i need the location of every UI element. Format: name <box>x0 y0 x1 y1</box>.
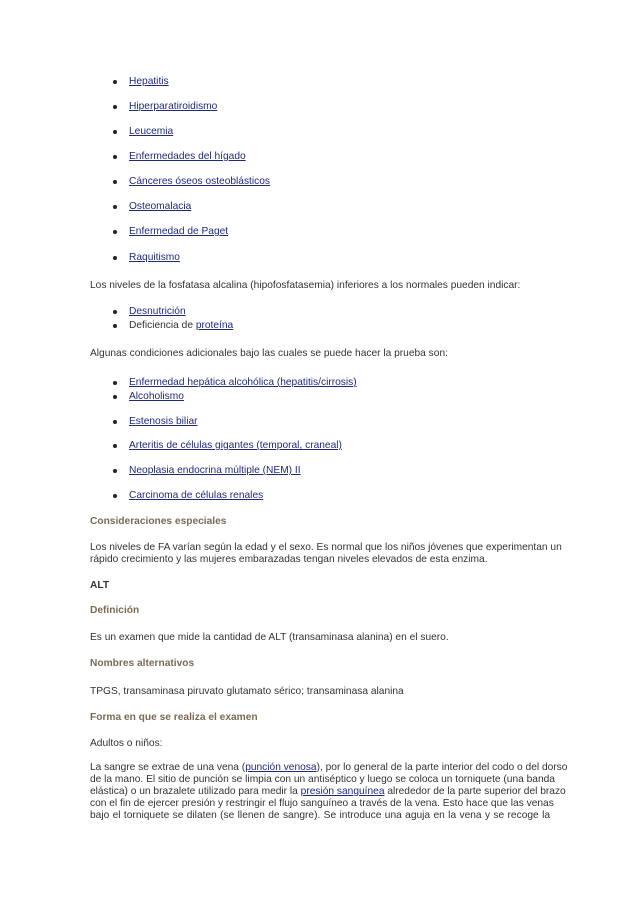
bullet-icon <box>113 230 117 234</box>
blood-pressure-link[interactable]: presión sanguínea <box>300 786 385 797</box>
paragraph-blood-draw <box>90 762 568 822</box>
text-fragment: La sangre se extrae de una vena ( <box>90 762 246 773</box>
list-item-link[interactable]: Hepatitis <box>129 76 169 87</box>
list-item-link[interactable]: Hiperparatiroidismo <box>129 101 218 112</box>
paragraph-definition: Es un examen que mide la cantidad de ALT (transaminasa alanina) en el suero. <box>90 632 449 643</box>
text-fragment: elástica) o un brazalete utilizado para medir la <box>90 786 301 797</box>
text-fragment: alrededor de la parte superior del brazo <box>384 786 566 797</box>
venipuncture-link[interactable]: punción venosa <box>245 762 317 773</box>
paragraph-low-levels: Los niveles de la fosfatasa alcalina (hipofosfatasemia) inferiores a los normales pueden indicar: <box>90 280 521 291</box>
text-line <box>90 786 566 798</box>
bullet-icon <box>113 324 117 328</box>
text-fragment: ), por lo general de la parte interior del codo o del dorso <box>316 762 568 773</box>
bullet-icon <box>113 155 117 159</box>
list-item-link[interactable]: Cánceres óseos osteoblásticos <box>129 176 271 187</box>
paragraph-alternative-names: TPGS, transaminasa piruvato glutamato sérico; transaminasa alanina <box>90 686 404 697</box>
heading-special-considerations: Consideraciones especiales <box>90 516 227 527</box>
list-item-link[interactable]: Enfermedad hepática alcohólica (hepatitis/cirrosis) <box>129 377 357 388</box>
bullet-icon <box>113 205 117 209</box>
bullet-icon <box>113 180 117 184</box>
heading-how-test-performed: Forma en que se realiza el examen <box>90 712 258 723</box>
list-item-link[interactable]: Raquitismo <box>129 252 180 263</box>
bullet-icon <box>113 256 117 260</box>
bullet-icon <box>113 494 117 498</box>
bullet-icon <box>113 395 117 399</box>
list-item-link[interactable]: Leucemia <box>129 126 174 137</box>
heading-definition: Definición <box>90 605 140 616</box>
paragraph-special-considerations <box>90 542 562 566</box>
bullet-icon <box>113 105 117 109</box>
list-item-link[interactable]: Neoplasia endocrina múltiple (NEM) II <box>129 465 301 476</box>
heading-alternative-names: Nombres alternativos <box>90 658 195 669</box>
protein-link[interactable]: proteína <box>195 320 234 331</box>
bullet-icon <box>113 310 117 314</box>
list-item-text: Deficiencia de <box>129 320 196 331</box>
bullet-icon <box>113 420 117 424</box>
list-item-link[interactable]: Osteomalacia <box>129 201 192 212</box>
text-line: Los niveles de FA varían según la edad y el sexo. Es normal que los niños jóvenes que experimentan un <box>90 542 562 553</box>
text-line: con el fin de ejercer presión y restringir el flujo sanguíneo a través de la vena. Esto hace que las venas <box>90 798 554 809</box>
bullet-icon <box>113 444 117 448</box>
list-item <box>129 320 233 331</box>
paragraph-adults-children: Adultos o niños: <box>90 738 163 749</box>
list-item-link[interactable]: Arteritis de células gigantes (temporal, craneal) <box>129 440 342 451</box>
list-item-link[interactable]: Estenosis biliar <box>129 416 198 427</box>
text-line: bajo el torniquete se dilaten (se llenen de sangre). Se introduce una aguja en la vena y se recoge la <box>90 810 550 821</box>
list-item-link[interactable]: Alcoholismo <box>129 391 184 402</box>
bullet-icon <box>113 130 117 134</box>
paragraph-additional-conditions: Algunas condiciones adicionales bajo las cuales se puede hacer la prueba son: <box>90 348 448 359</box>
bullet-icon <box>113 80 117 84</box>
list-item-link[interactable]: Desnutrición <box>129 306 186 317</box>
list-item-link[interactable]: Enfermedades del hígado <box>129 151 246 162</box>
bullet-icon <box>113 469 117 473</box>
text-line: rápido crecimiento y las mujeres embarazadas tengan niveles elevados de esta enzima. <box>90 554 488 565</box>
text-line: de la mano. El sitio de punción se limpia con un antiséptico y luego se coloca un torniquete (una banda <box>90 774 555 785</box>
list-item-link[interactable]: Enfermedad de Paget <box>129 226 229 237</box>
bullet-icon <box>113 381 117 385</box>
text-line <box>90 762 568 774</box>
list-item-link[interactable]: Carcinoma de células renales <box>129 490 264 501</box>
heading-alt: ALT <box>90 580 110 591</box>
